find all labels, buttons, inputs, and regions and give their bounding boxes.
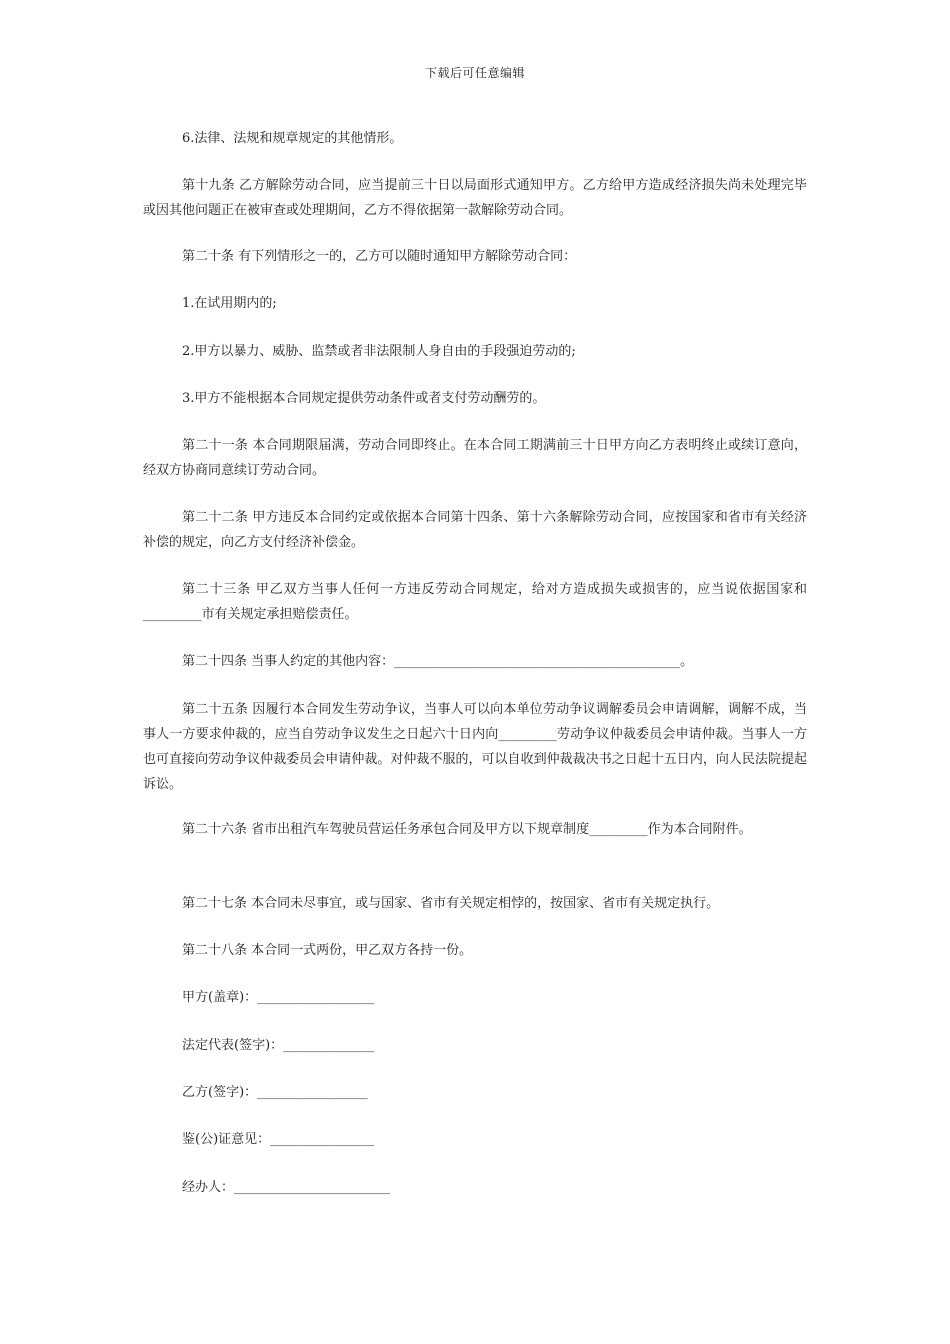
clause-paragraph: 2.甲方以暴力、威胁、监禁或者非法限制人身自由的手段强迫劳动的; [182,344,576,359]
signature-line-handler: 经办人：________________________ [182,1180,391,1195]
page-header: 下载后可任意编辑 [424,66,525,80]
clause-paragraph: 第二十四条 当事人约定的其他内容：____________________________________________。 [182,654,694,669]
clause-paragraph: 第二十六条 省市出租汽车驾驶员营运任务承包合同及甲方以下规章制度_________作为本合同附件。 [182,822,752,837]
clause-paragraph: 第二十三条 甲乙双方当事人任何一方违反劳动合同规定，给对方造成损失或损害的，应当说依据国家和_________市有关规定承担赔偿责任。 [143,582,807,622]
clause-paragraph: 第二十二条 甲方违反本合同约定或依据本合同第十四条、第十六条解除劳动合同，应按国家和省市有关经济补偿的规定，向乙方支付经济补偿金。 [143,510,807,550]
signature-line-party-b: 乙方(签字)：_________________ [182,1085,368,1100]
clause-paragraph: 第二十条 有下列情形之一的，乙方可以随时通知甲方解除劳动合同： [182,249,577,264]
clause-paragraph: 1.在试用期内的; [182,296,277,311]
signature-line-party-a: 甲方(盖章)：__________________ [182,990,375,1005]
signature-line-notary: 鉴(公)证意见：________________ [182,1132,375,1147]
clause-paragraph: 第二十五条 因履行本合同发生劳动争议，当事人可以向本单位劳动争议调解委员会申请调解，调解不成，当事人一方要求仲裁的，应当自劳动争议发生之日起六十日内向_________劳动争议仲裁委员会申请仲裁。当事人一方也可直接向劳动争议仲裁委员会申请仲裁。对仲裁不服的，可以自收到仲裁裁决书之日起十五日内，向人民法院提起诉讼。 [143,702,807,792]
clause-paragraph: 3.甲方不能根据本合同规定提供劳动条件或者支付劳动酬劳的。 [182,391,546,406]
clause-paragraph: 第二十八条 本合同一式两份，甲乙双方各持一份。 [182,943,473,958]
signature-line-legal-rep: 法定代表(签字)：______________ [182,1038,375,1053]
clause-paragraph: 6.法律、法规和规章规定的其他情形。 [182,131,403,146]
clause-paragraph: 第二十七条 本合同未尽事宜，或与国家、省市有关规定相悖的，按国家、省市有关规定执行。 [182,896,720,911]
clause-paragraph: 第二十一条 本合同期限届满，劳动合同即终止。在本合同工期满前三十日甲方向乙方表明终止或续订意向，经双方协商同意续订劳动合同。 [143,438,807,478]
clause-paragraph: 第十九条 乙方解除劳动合同，应当提前三十日以局面形式通知甲方。乙方给甲方造成经济损失尚未处理完毕或因其他问题正在被审查或处理期间，乙方不得依据第一款解除劳动合同。 [143,178,807,218]
